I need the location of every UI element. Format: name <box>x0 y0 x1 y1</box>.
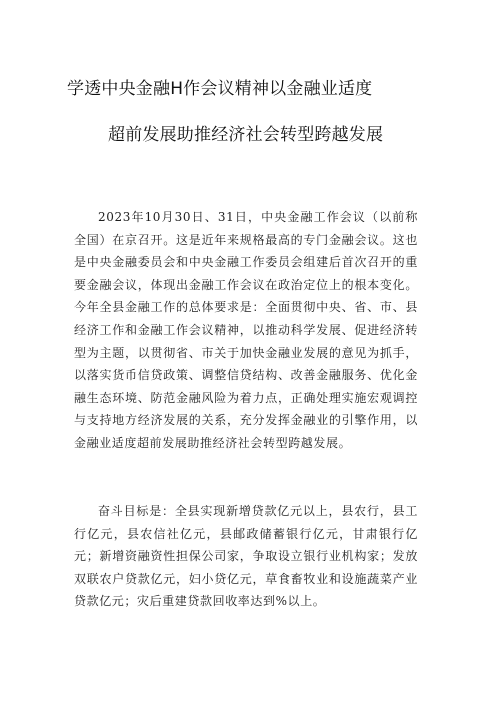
body-paragraph-1: 2023年10月30日、31日，中央金融工作会议（以前称全国）在京召开。这是近年来规格最高的专门金融会议。这也是中央金融委员会和中央金融工作委员会组建后首次召开的重要金融会议，体现出金融工作会议在政治定位上的根本变化。今年全县金融工作的总体要求是：全面贯彻中央、省、市、县经济工作和金融工作会议精神，以推动科学发展、促进经济转型为主题，以贯彻省、市关于加快金融业发展的意见为抓手，以落实货币信贷政策、调整信贷结构、改善金融服务、优化金融生态环境、防范金融风险为着力点，正确处理实施宏观调控与支持地方经济发展的关系，充分发挥金融业的引擎作用，以金融业适度超前发展助推经济社会转型跨越发展。 <box>74 210 418 450</box>
document-title-line-2: 超前发展助推经济社会转型跨越发展 <box>108 125 384 145</box>
body-paragraph-2: 奋斗目标是：全县实现新增贷款亿元以上，县农行，县工行亿元，县农信社亿元，县邮政储蓄银行亿元，甘肃银行亿元；新增资融资性担保公司家，争取设立银行业机构家；发放双联农户贷款亿元，妇小贷亿元，草食畜牧业和设施蔬菜产业贷款亿元；灾后重建贷款回收率达到%以上。 <box>74 504 418 609</box>
document-title-line-1: 学透中央金融H作会议精神以金融业适度 <box>67 79 373 99</box>
